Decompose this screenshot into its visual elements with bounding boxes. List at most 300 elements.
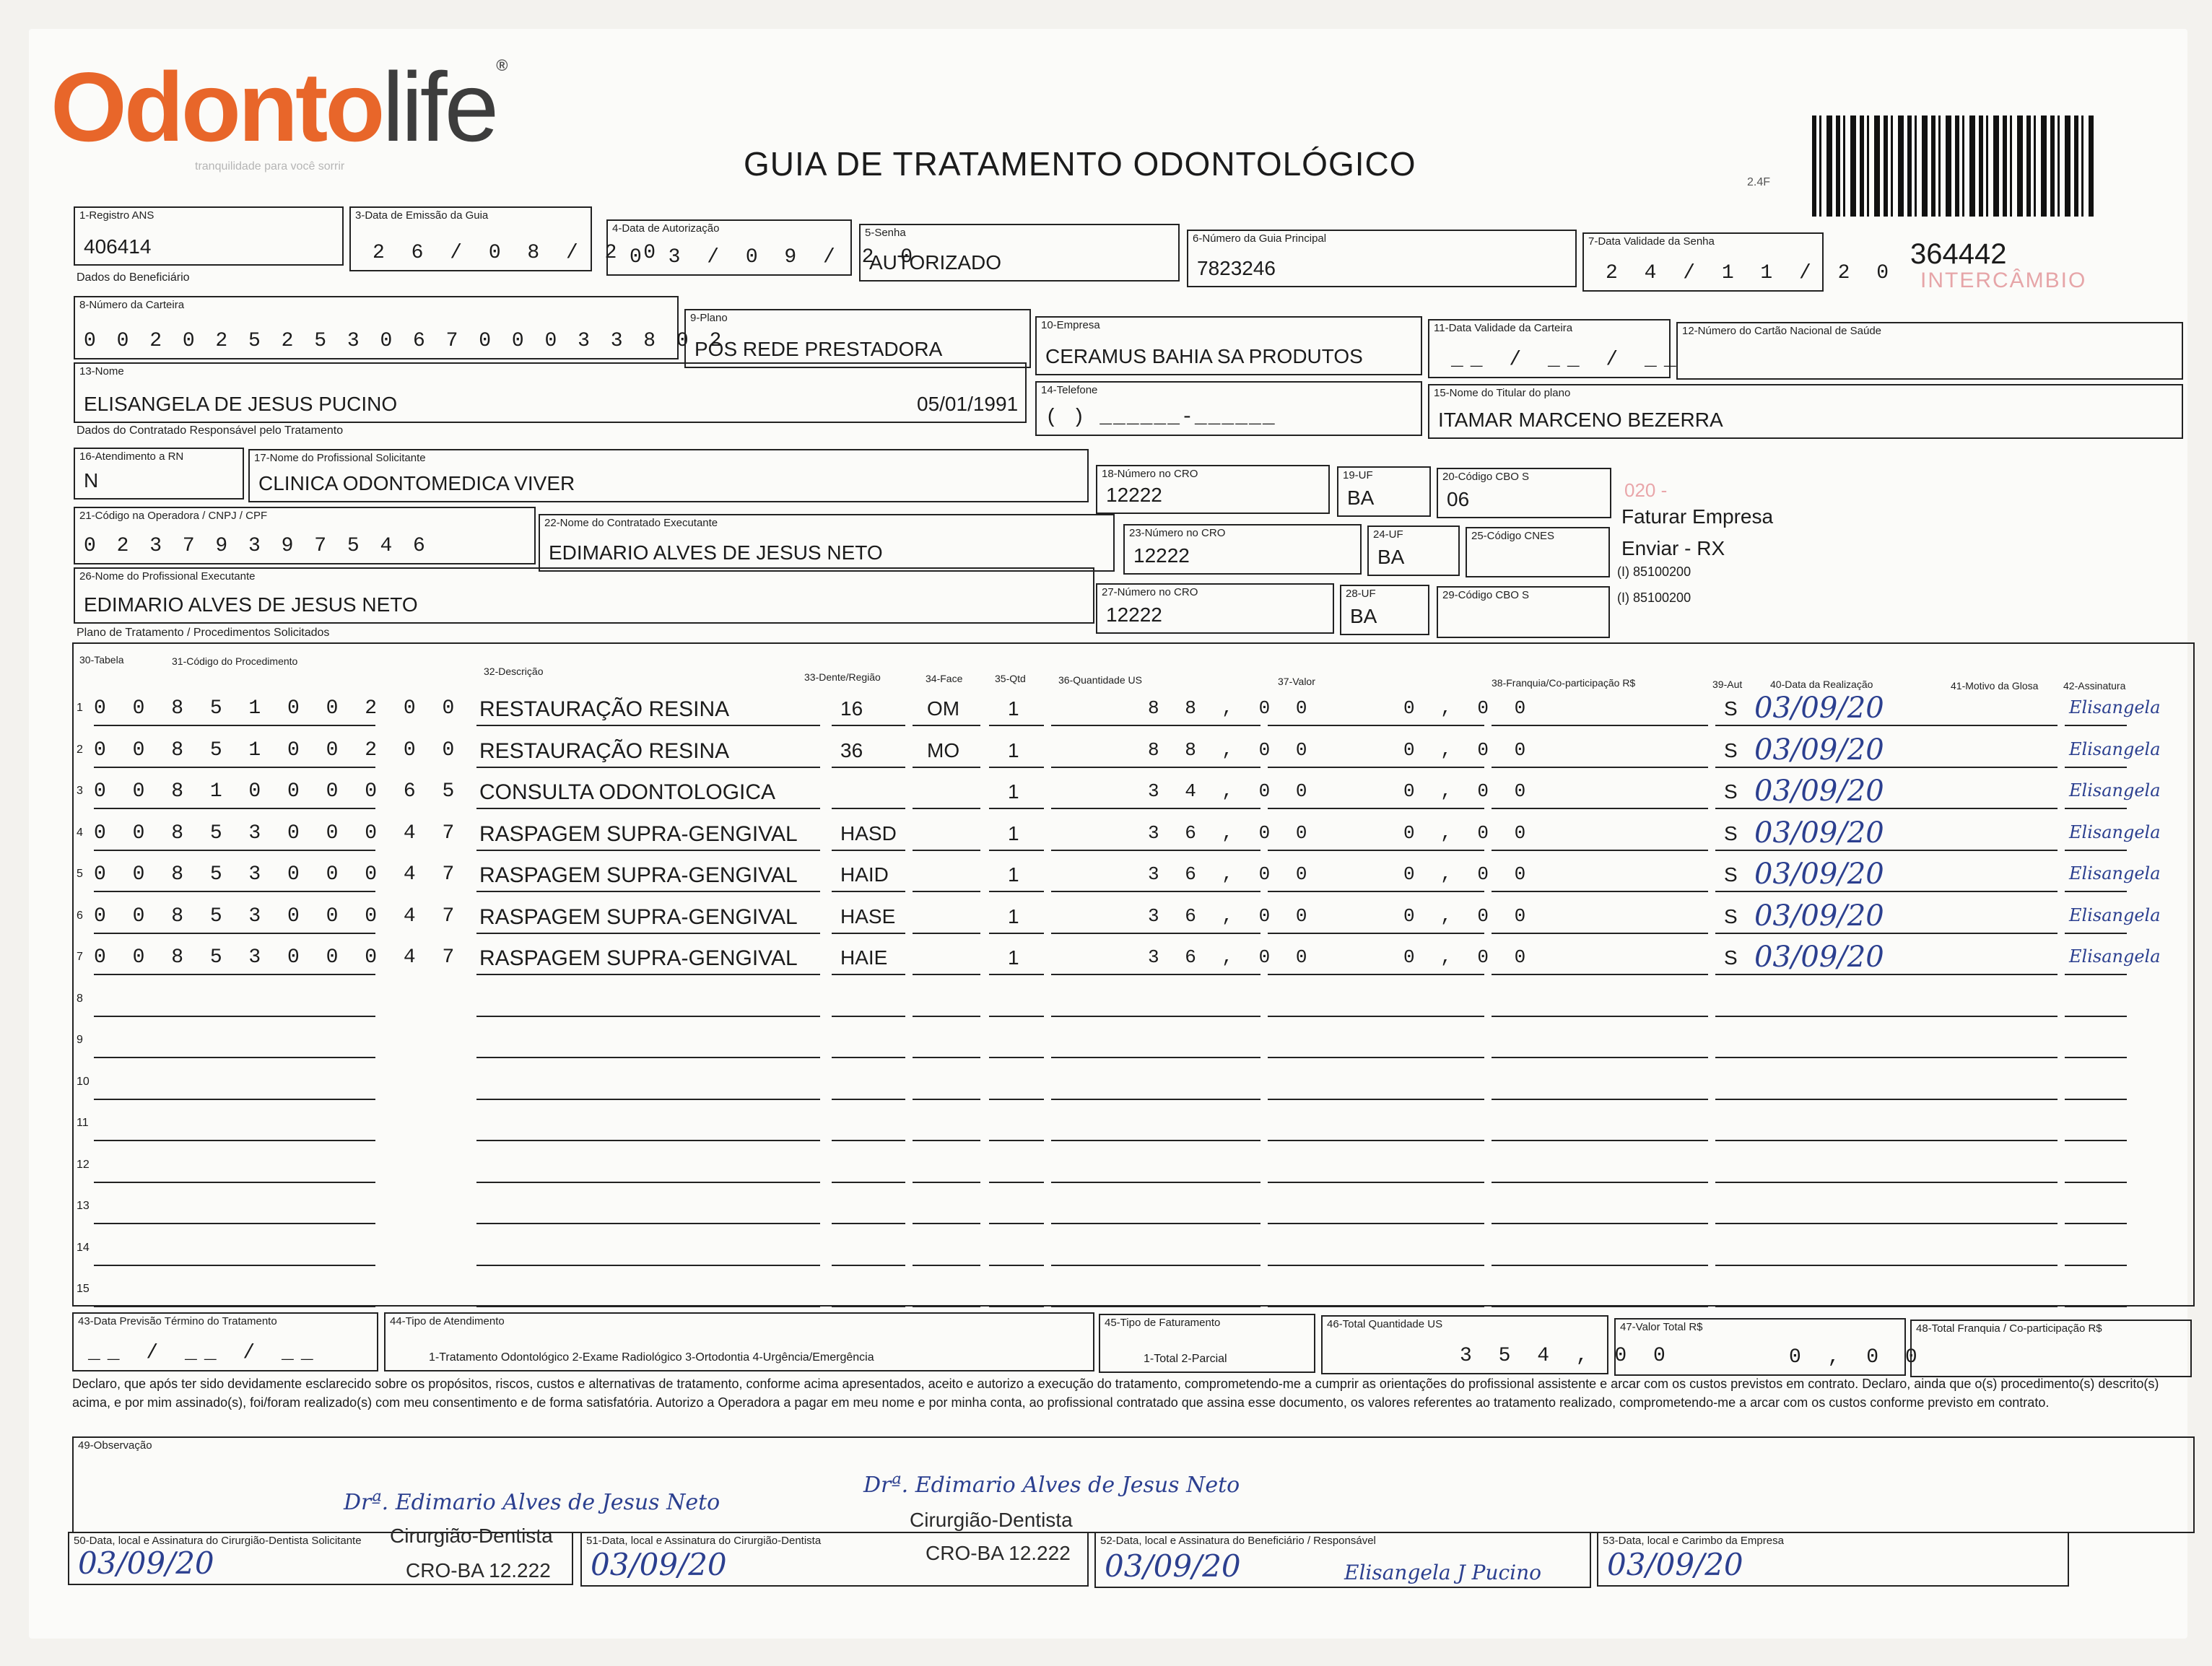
row-underline bbox=[1268, 1265, 1484, 1266]
row-underline bbox=[1051, 1306, 1260, 1307]
row-underline bbox=[1051, 1223, 1260, 1224]
row-underline bbox=[94, 974, 375, 975]
row-number: 9 bbox=[77, 1034, 83, 1046]
row-qty: 1 bbox=[1008, 822, 1019, 845]
field-cro-18[interactable] bbox=[1096, 465, 1330, 514]
row-underline bbox=[2065, 1140, 2127, 1141]
col-header-dente: 33-Dente/Região bbox=[804, 671, 881, 683]
row-underline bbox=[832, 1140, 905, 1141]
row-underline bbox=[1492, 933, 1708, 934]
row-tooth: HASE bbox=[840, 905, 896, 928]
field-cro-23[interactable] bbox=[1123, 524, 1362, 575]
row-underline bbox=[94, 725, 375, 726]
field-label: 7-Data Validade da Senha bbox=[1588, 235, 1715, 248]
field-value: BA bbox=[1377, 546, 1405, 568]
row-underline bbox=[476, 725, 820, 726]
row-number: 1 bbox=[77, 702, 83, 714]
row-date: 03/09/20 bbox=[1754, 775, 1884, 808]
field-label: 6-Número da Guia Principal bbox=[1193, 232, 1327, 245]
row-underline bbox=[2065, 974, 2127, 975]
row-underline bbox=[913, 933, 980, 934]
row-valor: 0 , 0 0 bbox=[1403, 946, 1533, 968]
field-uf-19[interactable] bbox=[1337, 466, 1431, 517]
field-label: 46-Total Quantidade US bbox=[1327, 1318, 1443, 1330]
field-label: 1-Registro ANS bbox=[79, 209, 154, 222]
row-underline bbox=[2065, 1306, 2127, 1307]
row-date: 03/09/20 bbox=[1754, 941, 1884, 974]
field-value: 12222 bbox=[1106, 484, 1162, 506]
row-underline bbox=[476, 1306, 820, 1307]
row-underline bbox=[1715, 850, 2058, 851]
row-underline bbox=[476, 850, 820, 851]
dentist-stamp-1-role: Cirurgião-Dentista bbox=[390, 1525, 553, 1547]
row-code: 0 0 8 5 3 0 0 0 4 7 bbox=[94, 822, 462, 845]
row-underline bbox=[476, 1182, 820, 1183]
row-code: 0 0 8 5 3 0 0 0 4 7 bbox=[94, 905, 462, 928]
row-underline bbox=[476, 974, 820, 975]
col-header-assinatura: 42-Assinatura bbox=[2063, 680, 2126, 692]
row-valor: 0 , 0 0 bbox=[1403, 780, 1533, 802]
field-value: 03/09/20 bbox=[1105, 1548, 1241, 1584]
col-header-valor: 37-Valor bbox=[1278, 676, 1315, 687]
row-underline bbox=[1715, 808, 2058, 809]
field-value: 06 bbox=[1447, 488, 1470, 510]
row-underline bbox=[832, 767, 905, 768]
row-underline bbox=[832, 1057, 905, 1058]
row-underline bbox=[913, 850, 980, 851]
row-underline bbox=[913, 1306, 980, 1307]
row-valor: 0 , 0 0 bbox=[1403, 863, 1533, 885]
row-underline bbox=[1492, 1057, 1708, 1058]
declaration-text: Declaro, que após ter sido devidamente esclarecido sobre os propósitos, riscos, custos e alternativas de tratamento, conforme acima apresentados, aceito e autorizo a execução do tratamento, comprometendo-me a cumprir as orientações do profissional assistente e arcar com os custos previstos em contrato. Declaro, ainda que o(s) procedimento(s) descrito(s) acima, e por mim assinado(s), foi/foram realizado(s) com meu consentimento e de forma satisfatória. Autorizo a Operadora a pagar em meu nome e por minha conta, ao profissional contratado que assina esse documento, os valores referentes ao tratamento realizado, comprometendo-me a arcar com os custos conforme previsto em contrato. bbox=[72, 1377, 2159, 1410]
row-number: 5 bbox=[77, 868, 83, 880]
row-signature: Elisangela bbox=[2069, 780, 2161, 801]
field-profissional-solicitante[interactable] bbox=[248, 449, 1089, 502]
row-underline bbox=[1268, 1140, 1484, 1141]
odontolife-logo bbox=[51, 52, 505, 202]
row-us: 3 6 , 0 0 bbox=[1148, 822, 1315, 844]
field-senha[interactable] bbox=[859, 224, 1180, 282]
row-underline bbox=[1715, 1140, 2058, 1141]
row-underline bbox=[913, 1099, 980, 1100]
row-underline bbox=[476, 808, 820, 809]
row-underline bbox=[2065, 850, 2127, 851]
field-data-emissao[interactable] bbox=[349, 206, 663, 271]
row-underline bbox=[1492, 767, 1708, 768]
row-underline bbox=[1051, 974, 1260, 975]
field-label: 44-Tipo de Atendimento bbox=[390, 1315, 505, 1327]
field-uf-28[interactable] bbox=[1340, 585, 1429, 635]
field-label: 27-Número no CRO bbox=[1102, 586, 1198, 598]
field-tipo-faturamento[interactable] bbox=[1099, 1314, 1315, 1373]
dentist-stamp-2-cro: CRO-BA 12.222 bbox=[926, 1542, 1071, 1564]
row-date: 03/09/20 bbox=[1754, 899, 1884, 933]
row-date: 03/09/20 bbox=[1754, 858, 1884, 891]
field-contratado-executante[interactable] bbox=[539, 514, 1115, 572]
logo-brand-a: Odonto bbox=[51, 52, 383, 162]
field-carimbo-empresa[interactable] bbox=[1597, 1532, 2069, 1587]
row-number: 8 bbox=[77, 993, 83, 1005]
field-label: 15-Nome do Titular do plano bbox=[1434, 387, 1571, 399]
field-validade-senha[interactable] bbox=[1582, 232, 1897, 292]
row-qty: 1 bbox=[1008, 780, 1019, 803]
row-underline bbox=[1715, 891, 2058, 892]
field-label: 26-Nome do Profissional Executante bbox=[79, 570, 256, 583]
row-aut: S bbox=[1724, 822, 1738, 845]
field-label: 47-Valor Total R$ bbox=[1620, 1321, 1703, 1333]
row-underline bbox=[476, 767, 820, 768]
row-underline bbox=[989, 891, 1044, 892]
field-value: EDIMARIO ALVES DE JESUS NETO bbox=[549, 541, 883, 564]
row-underline bbox=[989, 1182, 1044, 1183]
beneficiary-signature: Elisangela J Pucino bbox=[1344, 1561, 1542, 1584]
field-assinatura-beneficiario[interactable] bbox=[1094, 1532, 1591, 1588]
dentist-stamp-2-role: Cirurgião-Dentista bbox=[910, 1509, 1073, 1531]
field-value: 03/09/20 bbox=[1607, 1547, 1743, 1582]
row-underline bbox=[1268, 725, 1484, 726]
field-cartao-nacional[interactable] bbox=[1676, 322, 2183, 380]
field-value: 406414 bbox=[84, 235, 152, 258]
logo-registered: ® bbox=[496, 56, 505, 74]
row-underline bbox=[94, 1265, 375, 1266]
field-label: 25-Código CNES bbox=[1471, 530, 1555, 542]
field-label: 3-Data de Emissão da Guia bbox=[355, 209, 489, 222]
row-underline bbox=[1492, 850, 1708, 851]
row-number: 11 bbox=[77, 1117, 89, 1129]
row-tooth: HAID bbox=[840, 863, 889, 886]
row-underline bbox=[94, 933, 375, 934]
row-underline bbox=[1715, 1016, 2058, 1017]
row-underline bbox=[476, 1057, 820, 1058]
field-label: 20-Código CBO S bbox=[1442, 471, 1530, 483]
field-previsao-termino[interactable] bbox=[72, 1312, 378, 1371]
row-description: RASPAGEM SUPRA-GENGIVAL bbox=[479, 905, 798, 929]
field-uf-24[interactable] bbox=[1367, 525, 1460, 576]
dentist-stamp-1-cro: CRO-BA 12.222 bbox=[406, 1559, 551, 1582]
field-label: 24-UF bbox=[1373, 528, 1403, 541]
row-description: RESTAURAÇÃO RESINA bbox=[479, 697, 730, 721]
row-underline bbox=[1715, 1223, 2058, 1224]
field-empresa[interactable] bbox=[1035, 316, 1422, 375]
row-underline bbox=[1268, 808, 1484, 809]
field-value: 0 3 / 0 9 / 2 0 bbox=[630, 246, 920, 269]
row-underline bbox=[832, 1306, 905, 1307]
row-underline bbox=[1051, 1140, 1260, 1141]
row-underline bbox=[913, 891, 980, 892]
row-qty: 1 bbox=[1008, 697, 1019, 720]
row-underline bbox=[1051, 725, 1260, 726]
row-underline bbox=[2065, 808, 2127, 809]
field-value: 03/09/20 bbox=[78, 1545, 214, 1581]
field-label: 12-Número do Cartão Nacional de Saúde bbox=[1682, 325, 1881, 337]
field-cnes[interactable] bbox=[1466, 527, 1610, 577]
guide-number: 364442 bbox=[1910, 238, 2007, 270]
row-tooth: 16 bbox=[840, 697, 863, 720]
field-plano[interactable] bbox=[684, 309, 1031, 368]
field-nome[interactable] bbox=[74, 362, 1027, 423]
row-aut: S bbox=[1724, 739, 1738, 762]
row-underline bbox=[1492, 1016, 1708, 1017]
row-underline bbox=[94, 1140, 375, 1141]
row-underline bbox=[1492, 1265, 1708, 1266]
row-underline bbox=[913, 1016, 980, 1017]
row-number: 2 bbox=[77, 743, 83, 756]
row-tooth: 36 bbox=[840, 739, 863, 762]
intercambio-stamp: INTERCÂMBIO bbox=[1920, 269, 2087, 292]
row-us: 8 8 , 0 0 bbox=[1148, 697, 1315, 719]
field-label: 52-Data, local e Assinatura do Beneficiário / Responsável bbox=[1100, 1535, 1376, 1547]
row-underline bbox=[2065, 767, 2127, 768]
row-underline bbox=[832, 725, 905, 726]
row-underline bbox=[832, 974, 905, 975]
row-description: RASPAGEM SUPRA-GENGIVAL bbox=[479, 946, 798, 970]
field-codigo-operadora[interactable] bbox=[74, 507, 536, 564]
row-underline bbox=[832, 1223, 905, 1224]
row-underline bbox=[1268, 767, 1484, 768]
row-signature: Elisangela bbox=[2069, 946, 2161, 967]
field-valor-total[interactable] bbox=[1614, 1318, 1925, 1376]
field-label: 21-Código na Operadora / CNPJ / CPF bbox=[79, 510, 268, 522]
field-label: 23-Número no CRO bbox=[1129, 527, 1226, 539]
section-beneficiario: Dados do Beneficiário bbox=[77, 271, 190, 284]
row-underline bbox=[1492, 974, 1708, 975]
field-label: 51-Data, local e Assinatura do Cirurgião-Dentista bbox=[586, 1535, 822, 1547]
field-value: BA bbox=[1347, 487, 1375, 509]
row-underline bbox=[1715, 767, 2058, 768]
row-underline bbox=[476, 1099, 820, 1100]
row-number: 7 bbox=[77, 951, 83, 963]
row-signature: Elisangela bbox=[2069, 905, 2161, 925]
row-signature: Elisangela bbox=[2069, 863, 2161, 884]
row-underline bbox=[989, 1306, 1044, 1307]
field-label: 17-Nome do Profissional Solicitante bbox=[254, 452, 426, 464]
row-underline bbox=[989, 1265, 1044, 1266]
row-underline bbox=[94, 1223, 375, 1224]
section-contratado: Dados do Contratado Responsável pelo Tratamento bbox=[77, 424, 344, 437]
field-label: 11-Data Validade da Carteira bbox=[1434, 322, 1573, 334]
row-underline bbox=[1492, 1306, 1708, 1307]
col-header-face: 34-Face bbox=[926, 673, 963, 684]
logo-brand-b: life bbox=[382, 52, 497, 162]
field-value: 0 2 3 7 9 3 9 7 5 4 6 bbox=[84, 535, 430, 557]
side-note-5: (I) 85100200 bbox=[1617, 590, 1691, 605]
field-cbo-29[interactable] bbox=[1437, 586, 1610, 638]
row-signature: Elisangela bbox=[2069, 697, 2161, 718]
row-underline bbox=[989, 725, 1044, 726]
row-description: RASPAGEM SUPRA-GENGIVAL bbox=[479, 822, 798, 846]
row-us: 3 6 , 0 0 bbox=[1148, 905, 1315, 927]
row-underline bbox=[2065, 891, 2127, 892]
col-header-qtd: 35-Qtd bbox=[995, 673, 1026, 684]
row-underline bbox=[832, 891, 905, 892]
row-description: CONSULTA ODONTOLOGICA bbox=[479, 780, 776, 804]
row-underline bbox=[1492, 1182, 1708, 1183]
field-guia-principal[interactable] bbox=[1187, 230, 1577, 287]
side-note-4: (I) 85100200 bbox=[1617, 564, 1691, 579]
field-profissional-executante[interactable] bbox=[74, 567, 1094, 624]
row-underline bbox=[2065, 1057, 2127, 1058]
row-underline bbox=[2065, 1016, 2127, 1017]
field-cro-27[interactable] bbox=[1096, 583, 1334, 634]
row-underline bbox=[2065, 933, 2127, 934]
row-valor: 0 , 0 0 bbox=[1403, 822, 1533, 844]
row-underline bbox=[1715, 1057, 2058, 1058]
row-qty: 1 bbox=[1008, 739, 1019, 762]
field-tipo-atendimento[interactable] bbox=[384, 1312, 1094, 1371]
row-tooth: HAIE bbox=[840, 946, 888, 969]
row-us: 3 4 , 0 0 bbox=[1148, 780, 1315, 802]
side-note-1: 020 - bbox=[1624, 479, 1668, 501]
field-value: 12222 bbox=[1106, 603, 1162, 626]
row-underline bbox=[1268, 933, 1484, 934]
row-code: 0 0 8 5 3 0 0 0 4 7 bbox=[94, 946, 462, 969]
field-titular[interactable] bbox=[1428, 384, 2183, 439]
row-underline bbox=[913, 1265, 980, 1266]
field-label: 13-Nome bbox=[79, 365, 124, 378]
row-description: RASPAGEM SUPRA-GENGIVAL bbox=[479, 863, 798, 887]
side-note-3: Enviar - RX bbox=[1621, 537, 1725, 559]
row-underline bbox=[989, 1099, 1044, 1100]
row-underline bbox=[1492, 891, 1708, 892]
field-value: ITAMAR MARCENO BEZERRA bbox=[1438, 409, 1723, 431]
row-underline bbox=[832, 1099, 905, 1100]
col-header-tabela: 30-Tabela bbox=[79, 654, 124, 666]
row-number: 15 bbox=[77, 1283, 90, 1295]
row-signature: Elisangela bbox=[2069, 822, 2161, 842]
row-underline bbox=[989, 1223, 1044, 1224]
row-underline bbox=[1492, 1099, 1708, 1100]
row-tooth: HASD bbox=[840, 822, 897, 845]
field-value: 1-Total 2-Parcial bbox=[1144, 1353, 1227, 1365]
col-header-data: 40-Data da Realização bbox=[1770, 679, 1873, 690]
row-date: 03/09/20 bbox=[1754, 692, 1884, 725]
row-underline bbox=[94, 891, 375, 892]
field-label: 29-Código CBO S bbox=[1442, 589, 1530, 601]
row-underline bbox=[2065, 1182, 2127, 1183]
row-underline bbox=[913, 767, 980, 768]
row-number: 3 bbox=[77, 785, 83, 797]
row-underline bbox=[1715, 1182, 2058, 1183]
field-value: 03/09/20 bbox=[591, 1547, 727, 1582]
row-underline bbox=[94, 1099, 375, 1100]
row-us: 3 6 , 0 0 bbox=[1148, 863, 1315, 885]
row-aut: S bbox=[1724, 863, 1738, 886]
row-aut: S bbox=[1724, 905, 1738, 928]
field-value: CERAMUS BAHIA SA PRODUTOS bbox=[1045, 345, 1363, 367]
field-value: __ / __ / __ bbox=[1451, 349, 1684, 371]
field-cbo-20[interactable] bbox=[1437, 468, 1611, 518]
field-atendimento-rn[interactable] bbox=[74, 448, 244, 500]
field-label: 10-Empresa bbox=[1041, 319, 1100, 331]
row-underline bbox=[2065, 725, 2127, 726]
logo-tagline: tranquilidade para você sorrir bbox=[195, 160, 345, 173]
row-underline bbox=[1051, 767, 1260, 768]
row-underline bbox=[1715, 1099, 2058, 1100]
row-underline bbox=[1051, 933, 1260, 934]
row-underline bbox=[1492, 1223, 1708, 1224]
row-underline bbox=[832, 808, 905, 809]
row-underline bbox=[913, 1182, 980, 1183]
row-underline bbox=[476, 1265, 820, 1266]
row-underline bbox=[913, 1140, 980, 1141]
row-underline bbox=[913, 974, 980, 975]
row-underline bbox=[1715, 933, 2058, 934]
field-total-franquia[interactable] bbox=[1910, 1320, 2192, 1377]
field-value: ELISANGELA DE JESUS PUCINO bbox=[84, 393, 398, 415]
field-label: 49-Observação bbox=[78, 1439, 152, 1452]
row-underline bbox=[1715, 1306, 2058, 1307]
row-underline bbox=[94, 850, 375, 851]
row-underline bbox=[1268, 1223, 1484, 1224]
field-label: 45-Tipo de Faturamento bbox=[1105, 1317, 1221, 1329]
birth-date: 05/01/1991 bbox=[917, 393, 1019, 415]
field-value: N bbox=[84, 469, 99, 492]
row-underline bbox=[1051, 1016, 1260, 1017]
row-underline bbox=[1715, 725, 2058, 726]
field-label: 14-Telefone bbox=[1041, 384, 1098, 396]
field-validade-carteira[interactable] bbox=[1428, 319, 1684, 378]
col-header-descricao: 32-Descrição bbox=[484, 666, 544, 677]
row-number: 6 bbox=[77, 910, 83, 922]
row-aut: S bbox=[1724, 697, 1738, 720]
section-plano-tratamento: Plano de Tratamento / Procedimentos Solicitados bbox=[77, 627, 330, 639]
row-number: 14 bbox=[77, 1242, 90, 1254]
field-label: 18-Número no CRO bbox=[1102, 468, 1198, 480]
field-label: 16-Atendimento a RN bbox=[79, 450, 184, 463]
page-title: GUIA DE TRATAMENTO ODONTOLÓGICO bbox=[744, 145, 1416, 183]
row-underline bbox=[2065, 1099, 2127, 1100]
row-underline bbox=[832, 850, 905, 851]
field-label: 28-UF bbox=[1346, 588, 1376, 600]
row-underline bbox=[832, 933, 905, 934]
field-value: 7823246 bbox=[1197, 257, 1276, 279]
field-value: 2 4 / 1 1 / 2 0 bbox=[1606, 262, 1897, 284]
row-underline bbox=[989, 1140, 1044, 1141]
field-value: ( ) ______-______ bbox=[1045, 406, 1276, 429]
field-registro-ans[interactable] bbox=[74, 206, 344, 266]
row-underline bbox=[989, 1016, 1044, 1017]
row-underline bbox=[913, 725, 980, 726]
field-label: 43-Data Previsão Término do Tratamento bbox=[78, 1315, 277, 1327]
col-header-qtd-us: 36-Quantidade US bbox=[1058, 674, 1142, 686]
row-description: RESTAURAÇÃO RESINA bbox=[479, 739, 730, 763]
barcode bbox=[1812, 115, 2094, 217]
col-header-codigo: 31-Código do Procedimento bbox=[172, 655, 298, 667]
field-value: 0 0 2 0 2 5 2 5 3 0 6 7 0 0 0 3 3 8 0 2 bbox=[84, 330, 726, 352]
field-label: 9-Plano bbox=[690, 312, 728, 324]
col-header-glosa: 41-Motivo da Glosa bbox=[1951, 680, 2039, 692]
field-value: AUTORIZADO bbox=[869, 251, 1002, 274]
row-underline bbox=[2065, 1265, 2127, 1266]
row-underline bbox=[989, 974, 1044, 975]
row-code: 0 0 8 5 1 0 0 2 0 0 bbox=[94, 697, 462, 720]
row-number: 12 bbox=[77, 1159, 90, 1171]
field-value: 12222 bbox=[1133, 544, 1190, 567]
row-underline bbox=[989, 808, 1044, 809]
field-telefone[interactable] bbox=[1035, 381, 1422, 436]
row-underline bbox=[1051, 891, 1260, 892]
row-face: MO bbox=[927, 739, 960, 762]
row-underline bbox=[1051, 850, 1260, 851]
row-underline bbox=[1268, 1016, 1484, 1017]
row-underline bbox=[1715, 974, 2058, 975]
field-label: 4-Data de Autorização bbox=[612, 222, 720, 235]
field-label: 50-Data, local e Assinatura do Cirurgião-Dentista Solicitante bbox=[74, 1535, 362, 1547]
field-value: 3 5 4 , 0 0 bbox=[1460, 1345, 1673, 1367]
row-underline bbox=[94, 1182, 375, 1183]
row-underline bbox=[1268, 1099, 1484, 1100]
row-underline bbox=[476, 1016, 820, 1017]
